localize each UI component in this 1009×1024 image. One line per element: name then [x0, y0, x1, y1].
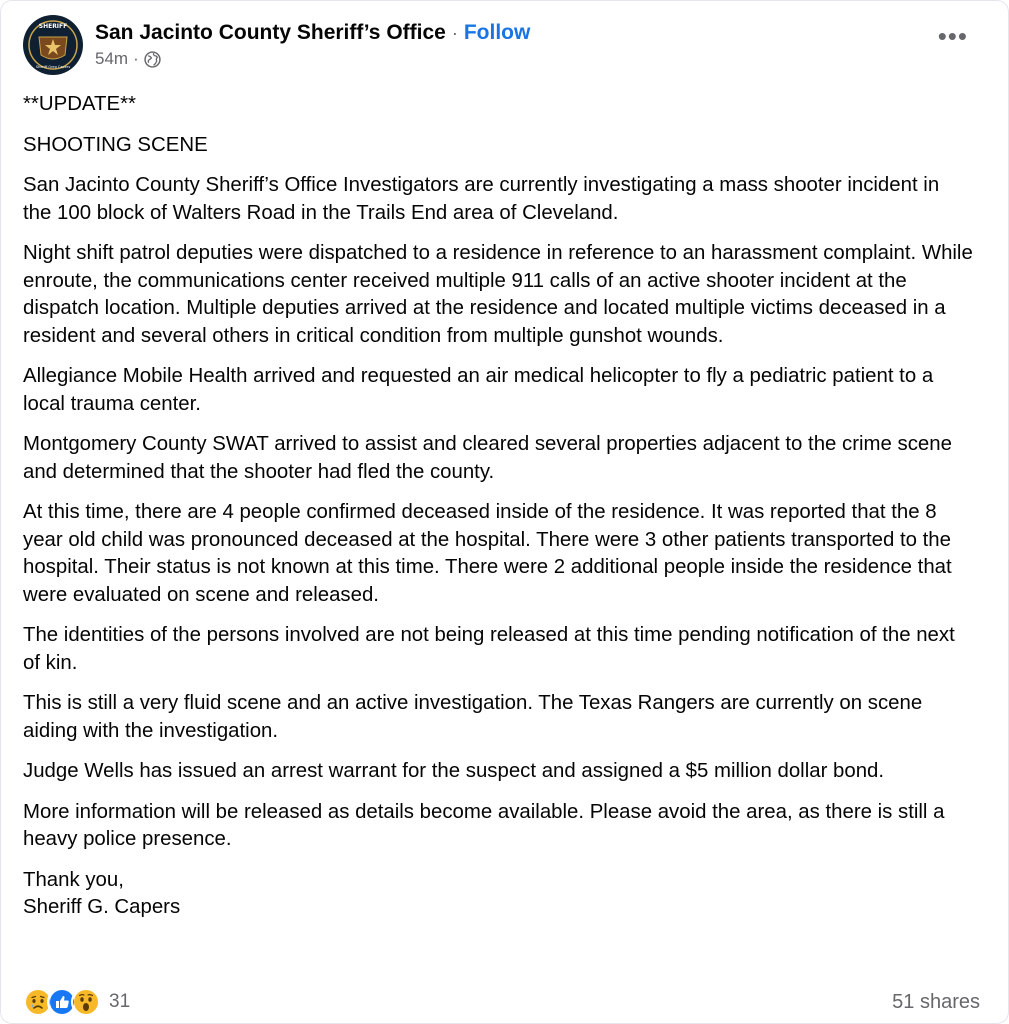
signoff-line-1: Thank you, [23, 868, 124, 891]
name-row [95, 21, 530, 45]
signoff [23, 867, 973, 922]
post-paragraph: This is still a very fluid scene and an active investigation. The Texas Rangers are currently on scene aiding with the investigation. [23, 692, 923, 742]
follow-button[interactable]: Follow [463, 21, 531, 44]
reaction-count[interactable]: 31 [109, 991, 131, 1012]
post-paragraph: Montgomery County SWAT arrived to assist and cleared several properties adjacent to the crime scene and determined that the shooter had fled the county. [23, 433, 952, 483]
post-paragraph: San Jacinto County Sheriff’s Office Investigators are currently investigating a mass shooter incident in the 100 block of Walters Road in the Trails End area of Cleveland. [23, 174, 940, 224]
seal-text-top: SHERIFF [38, 23, 68, 30]
sheriff-badge-icon [23, 15, 83, 75]
post-paragraph: **UPDATE** [23, 93, 136, 115]
post-paragraph: The identities of the persons involved are not being released at this time pending notification of the next of kin. [23, 624, 955, 674]
post-timestamp[interactable]: 54m [95, 49, 129, 68]
shares-count[interactable]: 51 shares [892, 990, 980, 1013]
reactions-summary[interactable] [23, 987, 130, 1017]
post-paragraph: SHOOTING SCENE [23, 133, 208, 156]
post-paragraph: Allegiance Mobile Health arrived and requested an air medical helicopter to fly a pediatric patient to a local trauma center. [23, 365, 934, 415]
post-paragraph: At this time, there are 4 people confirmed deceased inside of the residence. It was reported that the 8 year old child was pronounced deceased at the hospital. There were 3 other patients transported to the hospital. Their status is not known at this time. There were 2 additional people inside the residence that were evaluated on scene and released. [23, 501, 952, 606]
post-meta [95, 49, 530, 69]
seal-text-bottom: Sheriff Greg Capers [35, 65, 71, 69]
separator-dot: · [451, 23, 458, 43]
post-paragraph: Judge Wells has issued an arrest warrant for the suspect and assigned a $5 million dollar bond. [23, 760, 885, 782]
page-name-link[interactable]: San Jacinto County Sheriff’s Office [95, 21, 446, 44]
meta-separator: · [133, 49, 139, 68]
header-text [95, 21, 530, 69]
post-header [23, 15, 530, 75]
post-footer [23, 987, 980, 1017]
more-options-icon[interactable]: ••• [937, 21, 968, 51]
wow-reaction-icon [71, 987, 101, 1017]
post-paragraph: Night shift patrol deputies were dispatched to a residence in reference to an harassment complaint. While enroute, the communications center received multiple 911 calls of an active shooter incident at the dispatch location. Multiple deputies arrived at the residence and located multiple victims deceased in a resident and several others in critical condition from multiple gunshot wounds. [23, 242, 973, 347]
page-avatar[interactable] [23, 15, 83, 75]
signoff-line-2: Sheriff G. Capers [23, 896, 181, 918]
post-paragraph: More information will be released as details become available. Please avoid the area, as there is still a heavy police presence. [23, 800, 945, 850]
post-body [23, 91, 973, 922]
globe-icon [144, 51, 161, 68]
